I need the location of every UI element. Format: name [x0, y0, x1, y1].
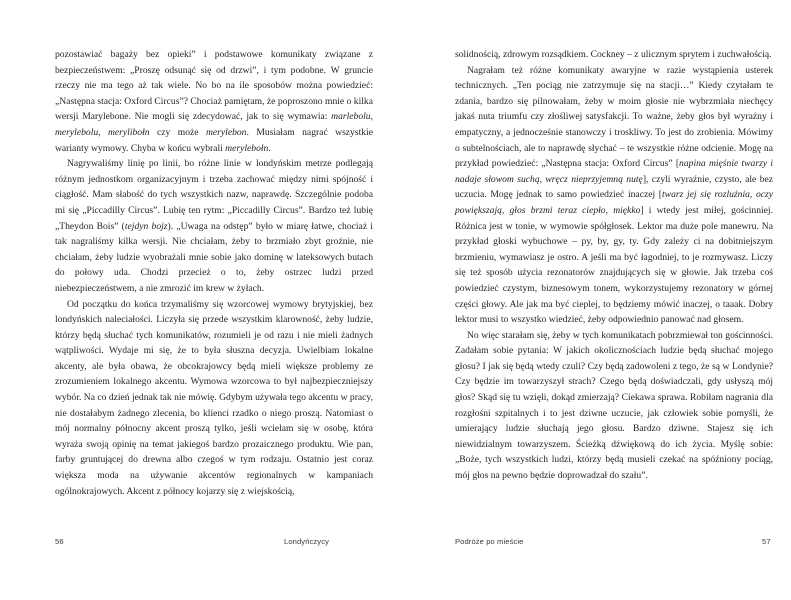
text-run: ], czyli wyraźnie, czysto, ale bez uczucia. Mogę jednak to samo powiedzieć inaczej [	[455, 173, 774, 201]
right-page-number: 57	[762, 537, 771, 546]
italic-text: marlebolu, merylebolu, merylibołn	[55, 111, 373, 138]
left-page-number: 56	[55, 537, 64, 546]
paragraph	[55, 47, 373, 156]
left-page-text	[55, 47, 373, 499]
text-run: .	[268, 142, 271, 154]
text-run: Od początku do końca trzymaliśmy się wzorcowej wymowy brytyjskiej, bez londyńskich naleciałości. Liczyła się przede wszystkim klarowność, żeby ludzie, którzy będą słuchać tych komunikatów, rozumieli je od razu i nie mieli żadnych wątpliwości. Wydaje mi się, że to była słuszna decyzja. Uwielbiam lokalne akcenty, ale była obawa, że obcokrajowcy będą mieli większe problemy ze zrozumieniem lokalnego akcentu. Wymowa wzorcowa to był najbezpieczniejszy wybór. Na co dzień jednak tak nie mówię. Gdybym używała tego akcentu w pracy, nie dostałabym żadnego zlecenia, bo klienci rzadko o niego proszą. Natomiast o mój normalny północny akcent proszą tylko, jeśli wcielam się w osobę, która wyraża swoją opinię na temat jakiegoś bardzo prozaicznego produktu. Wie pan, farby gruntującej do drewna albo czegoś w tym rodzaju. Ostatnio jest coraz większa moda na używanie akcentów regionalnych w kampaniach ogólnokrajowych. Akcent z północy kojarzy się z wiejskością,	[55, 298, 373, 497]
italic-text: napina mięśnie twarzy i nadaje słowom suchą, wręcz nieprzyjemną nutę	[455, 158, 773, 185]
text-run: solidnością, zdrowym rozsądkiem. Cockney – z ulicznym sprytem i zuchwałością.	[455, 49, 772, 60]
italic-text: merylebon	[205, 126, 247, 138]
text-run: ). „Uwaga na odstęp” było w miarę łatwe, chociaż i tak nagraliśmy kilka wersji. Nie chciałam, żeby to brzmiało zbyt groźnie, nie chciałam, żeby ludzie wyobrażali mnie sobie jako dominę w lateksowych butach do połowy uda. Chodzi przecież o to, żeby ostrzec ludzi przed niebezpieczeństwem, a nie zmrozić im krew w żyłach.	[55, 220, 373, 294]
paragraph	[455, 63, 773, 328]
text-run: ] i wtedy jest miłej, gościnniej. Różnica jest w tonie, w wymowie spółgłosek. Lektor ma duże pole manewru. Na przykład głoski wybuchowe – py, by, gy, ty. Gdy zależy ci na dobitniejszym brzmieniu, wymawiasz je ostro. A jeśli ma być łagodniej, to je rozmywasz. Liczy się też sposób użycia rezonatorów znajdujących się w głowie. Jak trzeba coś powiedzieć czystym, biznesowym tonem, wykorzystujemy rezonatory w górnej części głowy. Ale jak ma być cieplej, to będziemy mówić inaczej, o taaak. Dobry lektor musi to wszystko wiedzieć, żeby odpowiednio panować nad głosem.	[455, 204, 773, 326]
right-page-text	[455, 47, 773, 484]
right-running-title: Podróże po mieście	[455, 537, 524, 546]
text-run: . Musiałam nagrać wszystkie warianty wymowy. Chyba w końcu wybrali	[55, 126, 373, 154]
text-run: No więc starałam się, żeby w tych komunikatach pobrzmiewał ton gościnności. Zadałam sobie pytania: W jakich okolicznościach ludzie będą słuchać mojego głosu? I jak się będą wtedy czuli? Czy będą zadowoleni z tego, że są w Londynie? Czy będzie im towarzyszył strach? Czego będą doświadczali, gdy usłyszą mój głos? Skąd się tu wzięli, dokąd zmierzają? Ciekawa sprawa. Robiłam nagrania dla rozgłośni szpitalnych i to jest dziwne uczucie, jak człowiek sobie pomyśli, że umierający ludzie słuchają jego głosu. Bardzo dziwne. Stajesz się ich niewidzialnym towarzyszem. Ścieżką dźwiękową do ich życia. Myślę sobie: „Boże, tych wszystkich ludzi, którzy będą musieli czekać na spóźniony pociąg, mój głos na pewno będzie doprowadzał do szału”.	[455, 329, 773, 482]
text-run: Nagrałam też różne komunikaty awaryjne w razie wystąpienia usterek technicznych. „Ten pociąg nie zatrzymuje się na stacji…” Kiedy czytałam te zdania, bardzo się pilnowałam, żeby w moim głosie nie wybrzmiała niechęcy jakaś nuta triumfu czy złośliwej satysfakcji. To ważne, żeby głos był wyraźny i empatyczny, a jednocześnie stanowczy i troskliwy. To jest do zrobienia. Mówimy o subtelnościach, ale to naprawdę słychać – te wszystkie różne odcienie. Mogę na przykład powiedzieć: „Następna stacja: Oxford Circus” [	[455, 64, 773, 170]
paragraph	[55, 156, 373, 296]
italic-text: twarz jej się rozluźnia, oczy powiększają, głos brzmi teraz ciepło, miękko	[455, 189, 774, 216]
paragraph	[455, 47, 773, 63]
paragraph	[55, 297, 373, 500]
text-run: Nagrywaliśmy linię po linii, bo różne linie w londyńskim metrze podlegają różnym jednostkom organizacyjnym i trzeba zachować między nimi spójność i ciągłość. Mam słabość do tych wszystkich nazw, naprawdę. Szczególnie podoba mi się „Piccadilly Circus”. Lubię ten rytm: „Piccadilly Circus”. Bardzo też lubię „Theydon Bois” (	[55, 158, 373, 232]
left-running-title: Londyńczycy	[284, 537, 329, 546]
italic-text: merylebołn	[225, 142, 269, 154]
paragraph	[455, 328, 773, 484]
text-run: czy może	[149, 126, 206, 138]
text-run: pozostawiać bagaży bez opieki” i podstawowe komunikaty związane z bezpieczeństwem: „Proszę odsunąć się od drzwi”, i tym podobne. W gruncie rzeczy nie ma tego aż tak wiele. No bo na ile sposobów można powiedzieć: „Następna stacja: Oxford Circus”? Chociaż pamiętam, że poproszono mnie o kilka wersji Marylebone. Nie mogli się zdecydować, jak to się wymawia:	[55, 49, 373, 123]
italic-text: tejdyn bojz	[124, 220, 168, 232]
